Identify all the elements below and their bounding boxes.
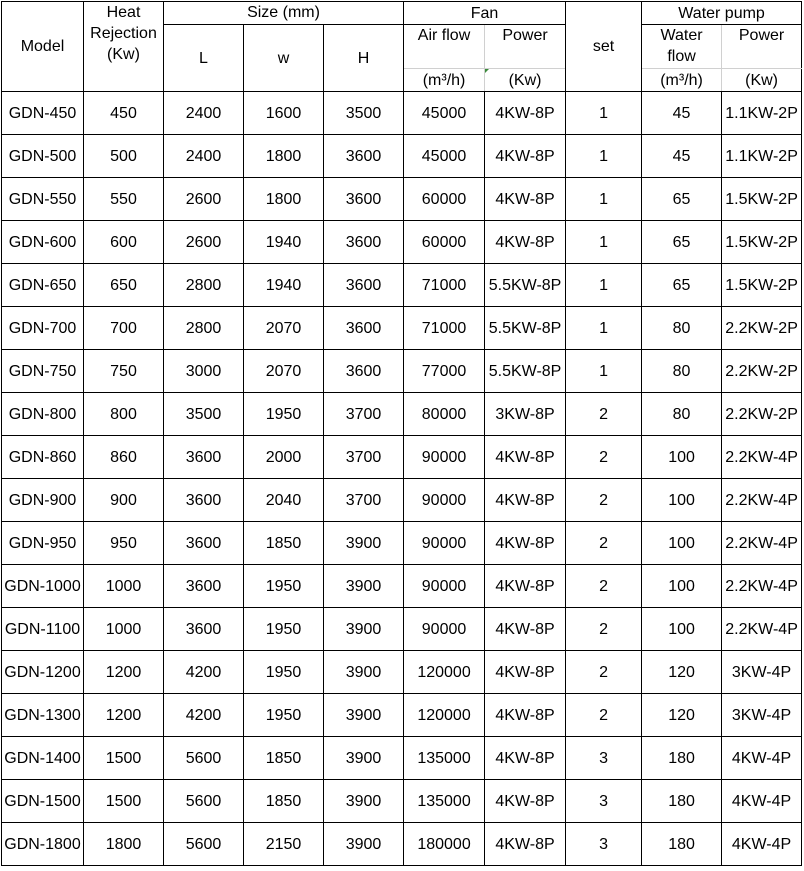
width-cell: 1950 (244, 565, 324, 608)
width-cell: 2070 (244, 307, 324, 350)
table-row (2, 651, 802, 694)
table-row (2, 565, 802, 608)
length-cell: 2400 (164, 92, 244, 135)
header-row-1 (2, 2, 802, 25)
water-flow-cell: 65 (642, 178, 722, 221)
set-cell: 1 (566, 350, 642, 393)
table-row (2, 307, 802, 350)
air-flow-cell: 120000 (404, 694, 485, 737)
height-cell: 3900 (324, 608, 404, 651)
heat-rejection-cell: 1000 (84, 565, 164, 608)
water-flow-cell: 100 (642, 436, 722, 479)
air-flow-cell: 90000 (404, 565, 485, 608)
set-cell: 1 (566, 135, 642, 178)
air-flow-cell: 120000 (404, 651, 485, 694)
heat-rejection-cell: 700 (84, 307, 164, 350)
length-cell: 3600 (164, 479, 244, 522)
heat-rejection-cell: 860 (84, 436, 164, 479)
fan-power-unit-text: (Kw) (508, 72, 542, 89)
model-cell: GDN-1100 (2, 608, 84, 651)
width-cell: 1850 (244, 522, 324, 565)
heat-rejection-cell: 1200 (84, 651, 164, 694)
model-cell: GDN-550 (2, 178, 84, 221)
pump-power-cell: 1.1KW-2P (722, 92, 802, 135)
water-flow-cell: 45 (642, 92, 722, 135)
pump-power-cell: 4KW-4P (722, 780, 802, 823)
fan-power-cell: 4KW-8P (485, 737, 566, 780)
table-row (2, 737, 802, 780)
table-row (2, 780, 802, 823)
width-cell: 1600 (244, 92, 324, 135)
heat-rejection-cell: 1500 (84, 737, 164, 780)
w-header: w (244, 25, 324, 92)
set-cell: 2 (566, 479, 642, 522)
fan-power-cell: 4KW-8P (485, 221, 566, 264)
water-flow-cell: 80 (642, 393, 722, 436)
water-flow-cell: 100 (642, 522, 722, 565)
water-flow-cell: 80 (642, 350, 722, 393)
fan-power-cell: 5.5KW-8P (485, 264, 566, 307)
length-cell: 3600 (164, 565, 244, 608)
height-cell: 3600 (324, 264, 404, 307)
pump-power-cell: 2.2KW-4P (722, 522, 802, 565)
air-flow-cell: 90000 (404, 608, 485, 651)
heat-rejection-cell: 500 (84, 135, 164, 178)
set-cell: 3 (566, 737, 642, 780)
height-cell: 3500 (324, 92, 404, 135)
model-cell: GDN-900 (2, 479, 84, 522)
air-flow-cell: 45000 (404, 92, 485, 135)
table-row (2, 178, 802, 221)
water-flow-cell: 180 (642, 823, 722, 866)
heat-rejection-cell: 600 (84, 221, 164, 264)
length-cell: 3600 (164, 522, 244, 565)
water-flow-cell: 180 (642, 780, 722, 823)
water-flow-cell: 120 (642, 651, 722, 694)
model-cell: GDN-1200 (2, 651, 84, 694)
model-cell: GDN-650 (2, 264, 84, 307)
fan-power-cell: 4KW-8P (485, 135, 566, 178)
table-row (2, 608, 802, 651)
table-row (2, 350, 802, 393)
fan-power-cell: 4KW-8P (485, 436, 566, 479)
pump-power-cell: 2.2KW-2P (722, 393, 802, 436)
air-flow-cell: 135000 (404, 780, 485, 823)
set-cell: 3 (566, 780, 642, 823)
width-cell: 2150 (244, 823, 324, 866)
heat-rejection-unit: (Kw) (107, 46, 140, 63)
air-flow-cell: 135000 (404, 737, 485, 780)
pump-power-cell: 3KW-4P (722, 651, 802, 694)
pump-power-unit: (Kw) (722, 69, 802, 92)
length-cell: 3500 (164, 393, 244, 436)
water-flow-cell: 100 (642, 608, 722, 651)
air-flow-cell: 60000 (404, 178, 485, 221)
heat-rejection-cell: 450 (84, 92, 164, 135)
heat-rejection-cell: 1200 (84, 694, 164, 737)
set-cell: 2 (566, 565, 642, 608)
height-cell: 3900 (324, 823, 404, 866)
height-cell: 3700 (324, 393, 404, 436)
width-cell: 1950 (244, 608, 324, 651)
width-cell: 1950 (244, 651, 324, 694)
water-flow-header (642, 25, 722, 69)
model-cell: GDN-450 (2, 92, 84, 135)
height-cell: 3900 (324, 694, 404, 737)
pump-power-cell: 1.1KW-2P (722, 135, 802, 178)
set-header: set (566, 2, 642, 92)
fan-power-cell: 4KW-8P (485, 178, 566, 221)
fan-power-unit (485, 69, 566, 92)
heat-rejection-line1: Heat (106, 4, 141, 21)
pump-power-cell: 2.2KW-4P (722, 436, 802, 479)
table-row (2, 823, 802, 866)
fan-power-cell: 5.5KW-8P (485, 307, 566, 350)
model-cell: GDN-750 (2, 350, 84, 393)
pump-power-cell: 4KW-4P (722, 737, 802, 780)
table-row (2, 264, 802, 307)
length-cell: 2800 (164, 307, 244, 350)
width-cell: 1850 (244, 737, 324, 780)
table-row (2, 393, 802, 436)
length-cell: 2600 (164, 221, 244, 264)
width-cell: 1940 (244, 264, 324, 307)
pump-power-cell: 2.2KW-4P (722, 608, 802, 651)
width-cell: 1800 (244, 135, 324, 178)
l-header: L (164, 25, 244, 92)
set-cell: 2 (566, 393, 642, 436)
length-cell: 2600 (164, 178, 244, 221)
water-flow-cell: 180 (642, 737, 722, 780)
model-cell: GDN-500 (2, 135, 84, 178)
height-cell: 3700 (324, 436, 404, 479)
length-cell: 5600 (164, 780, 244, 823)
table-row (2, 135, 802, 178)
length-cell: 3600 (164, 608, 244, 651)
height-cell: 3900 (324, 565, 404, 608)
fan-power-cell: 4KW-8P (485, 651, 566, 694)
water-flow-cell: 120 (642, 694, 722, 737)
table-row (2, 92, 802, 135)
fan-power-cell: 4KW-8P (485, 522, 566, 565)
model-cell: GDN-860 (2, 436, 84, 479)
table-row (2, 479, 802, 522)
water-pump-header: Water pump (642, 2, 802, 25)
length-cell: 4200 (164, 694, 244, 737)
pump-power-cell: 3KW-4P (722, 694, 802, 737)
model-cell: GDN-600 (2, 221, 84, 264)
air-flow-cell: 45000 (404, 135, 485, 178)
height-cell: 3900 (324, 737, 404, 780)
air-flow-header: Air flow (404, 25, 485, 69)
air-flow-unit: (m³/h) (404, 69, 485, 92)
air-flow-cell: 71000 (404, 307, 485, 350)
water-flow-unit: (m³/h) (642, 69, 722, 92)
air-flow-cell: 90000 (404, 436, 485, 479)
height-cell: 3600 (324, 178, 404, 221)
width-cell: 1850 (244, 780, 324, 823)
model-cell: GDN-700 (2, 307, 84, 350)
heat-rejection-cell: 550 (84, 178, 164, 221)
pump-power-cell: 2.2KW-4P (722, 479, 802, 522)
set-cell: 3 (566, 823, 642, 866)
set-cell: 2 (566, 608, 642, 651)
height-cell: 3600 (324, 135, 404, 178)
height-cell: 3600 (324, 307, 404, 350)
pump-power-header: Power (722, 25, 802, 69)
pump-power-cell: 1.5KW-2P (722, 178, 802, 221)
set-cell: 1 (566, 221, 642, 264)
length-cell: 4200 (164, 651, 244, 694)
model-cell: GDN-1300 (2, 694, 84, 737)
heat-rejection-cell: 950 (84, 522, 164, 565)
water-flow-cell: 45 (642, 135, 722, 178)
length-cell: 3600 (164, 436, 244, 479)
width-cell: 2000 (244, 436, 324, 479)
set-cell: 1 (566, 92, 642, 135)
pump-power-cell: 4KW-4P (722, 823, 802, 866)
width-cell: 2040 (244, 479, 324, 522)
heat-rejection-cell: 800 (84, 393, 164, 436)
fan-power-cell: 5.5KW-8P (485, 350, 566, 393)
heat-rejection-line2: Rejection (90, 25, 157, 42)
air-flow-cell: 60000 (404, 221, 485, 264)
heat-rejection-header (84, 2, 164, 92)
set-cell: 1 (566, 307, 642, 350)
height-cell: 3700 (324, 479, 404, 522)
fan-power-cell: 4KW-8P (485, 565, 566, 608)
air-flow-cell: 90000 (404, 522, 485, 565)
water-flow-cell: 65 (642, 264, 722, 307)
model-header: Model (2, 2, 84, 92)
model-cell: GDN-1400 (2, 737, 84, 780)
width-cell: 1950 (244, 393, 324, 436)
heat-rejection-cell: 750 (84, 350, 164, 393)
height-cell: 3900 (324, 780, 404, 823)
cell-marker (485, 69, 489, 73)
table-row (2, 522, 802, 565)
model-cell: GDN-950 (2, 522, 84, 565)
pump-power-cell: 1.5KW-2P (722, 264, 802, 307)
length-cell: 2400 (164, 135, 244, 178)
width-cell: 1950 (244, 694, 324, 737)
model-cell: GDN-1800 (2, 823, 84, 866)
water-flow-cell: 80 (642, 307, 722, 350)
width-cell: 2070 (244, 350, 324, 393)
air-flow-cell: 80000 (404, 393, 485, 436)
set-cell: 2 (566, 651, 642, 694)
length-cell: 5600 (164, 823, 244, 866)
fan-power-cell: 4KW-8P (485, 479, 566, 522)
length-cell: 3000 (164, 350, 244, 393)
heat-rejection-cell: 650 (84, 264, 164, 307)
fan-power-cell: 4KW-8P (485, 92, 566, 135)
set-cell: 2 (566, 694, 642, 737)
spec-table (1, 1, 802, 866)
heat-rejection-cell: 1500 (84, 780, 164, 823)
table-row (2, 436, 802, 479)
water-flow-cell: 65 (642, 221, 722, 264)
set-cell: 2 (566, 436, 642, 479)
fan-power-cell: 3KW-8P (485, 393, 566, 436)
fan-power-cell: 4KW-8P (485, 608, 566, 651)
width-cell: 1800 (244, 178, 324, 221)
h-header: H (324, 25, 404, 92)
water-flow-line2: flow (667, 48, 696, 65)
pump-power-cell: 2.2KW-2P (722, 350, 802, 393)
model-cell: GDN-800 (2, 393, 84, 436)
water-flow-cell: 100 (642, 565, 722, 608)
height-cell: 3600 (324, 221, 404, 264)
pump-power-cell: 1.5KW-2P (722, 221, 802, 264)
water-flow-cell: 100 (642, 479, 722, 522)
length-cell: 5600 (164, 737, 244, 780)
pump-power-cell: 2.2KW-4P (722, 565, 802, 608)
air-flow-cell: 180000 (404, 823, 485, 866)
set-cell: 1 (566, 264, 642, 307)
fan-power-cell: 4KW-8P (485, 694, 566, 737)
table-row (2, 694, 802, 737)
fan-power-cell: 4KW-8P (485, 780, 566, 823)
pump-power-cell: 2.2KW-2P (722, 307, 802, 350)
fan-power-header: Power (485, 25, 566, 69)
air-flow-cell: 71000 (404, 264, 485, 307)
model-cell: GDN-1000 (2, 565, 84, 608)
air-flow-cell: 77000 (404, 350, 485, 393)
size-header: Size (mm) (164, 2, 404, 25)
table-row (2, 221, 802, 264)
heat-rejection-cell: 1000 (84, 608, 164, 651)
set-cell: 1 (566, 178, 642, 221)
height-cell: 3600 (324, 350, 404, 393)
height-cell: 3900 (324, 651, 404, 694)
fan-power-cell: 4KW-8P (485, 823, 566, 866)
water-flow-line1: Water (660, 27, 703, 44)
heat-rejection-cell: 1800 (84, 823, 164, 866)
fan-header: Fan (404, 2, 566, 25)
width-cell: 1940 (244, 221, 324, 264)
length-cell: 2800 (164, 264, 244, 307)
air-flow-cell: 90000 (404, 479, 485, 522)
model-cell: GDN-1500 (2, 780, 84, 823)
set-cell: 2 (566, 522, 642, 565)
height-cell: 3900 (324, 522, 404, 565)
heat-rejection-cell: 900 (84, 479, 164, 522)
